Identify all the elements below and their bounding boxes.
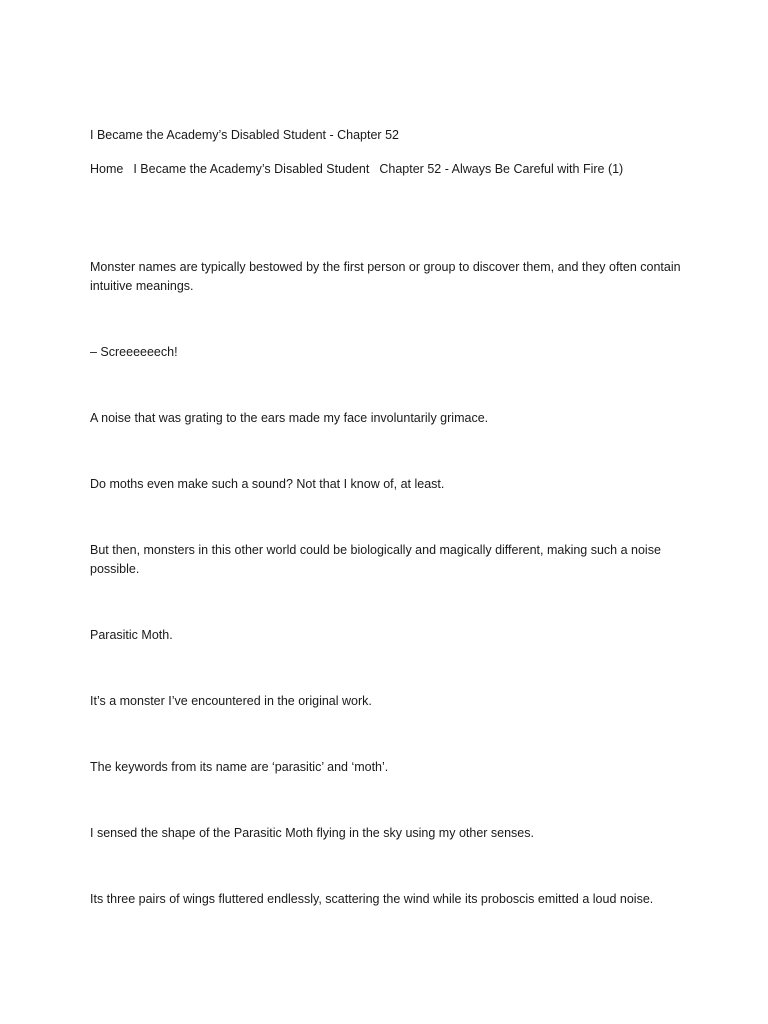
breadcrumb-chapter: Chapter 52 - Always Be Careful with Fire (1) [379, 162, 624, 176]
paragraph: Parasitic Moth. [90, 628, 173, 642]
paragraph: But then, monsters in this other world could be biologically and magically different, making such a noise possible. [90, 543, 661, 576]
chapter-body [90, 258, 690, 909]
paragraph: I sensed the shape of the Parasitic Moth flying in the sky using my other senses. [90, 826, 534, 840]
document-content [90, 126, 690, 956]
breadcrumb [90, 160, 690, 178]
paragraph: Monster names are typically bestowed by the first person or group to discover them, and they often contain intuitive meanings. [90, 260, 681, 293]
breadcrumb-home[interactable]: Home [90, 162, 124, 176]
paragraph: A noise that was grating to the ears made my face involuntarily grimace. [90, 411, 489, 425]
document-title: I Became the Academy’s Disabled Student - Chapter 52 [90, 128, 399, 142]
paragraph: The keywords from its name are ‘parasitic’ and ‘moth’. [90, 760, 389, 774]
breadcrumb-series[interactable]: I Became the Academy’s Disabled Student [133, 162, 370, 176]
paragraph: Do moths even make such a sound? Not that I know of, at least. [90, 477, 445, 491]
paragraph: – Screeeeeech! [90, 345, 178, 359]
paragraph: It’s a monster I’ve encountered in the original work. [90, 694, 372, 708]
paragraph: Its three pairs of wings fluttered endlessly, scattering the wind while its proboscis emitted a loud noise. [90, 892, 654, 906]
